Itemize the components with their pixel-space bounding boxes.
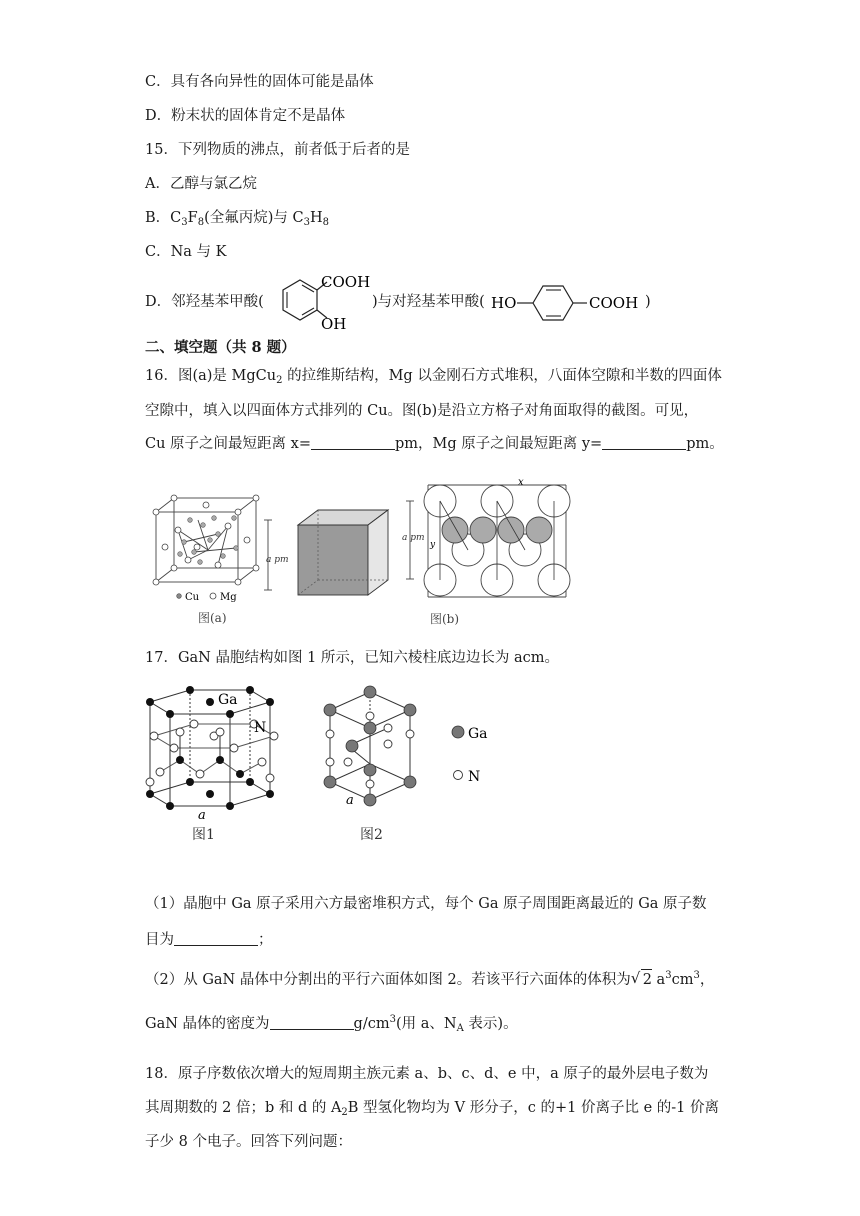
q15-option-d-end: ) [645,294,651,310]
text: 的拉维斯结构，Mg 以金刚石方式堆积，八面体空隙和半数的四面体 [282,368,722,384]
x-label: x [518,477,524,488]
q17-part1-line1: （1）晶胞中 Ga 原子采用六方最密堆积方式，每个 Ga 原子周围距离最近的 Ga 原子数 [145,896,707,912]
text: （2）从 GaN 晶体中分割出的平行六面体如图 2。若该平行六面体的体积为 [145,972,631,988]
q15-option-a: A．乙醇与氯乙烷 [145,176,257,192]
text: 目为 [145,932,174,948]
text: cm [671,972,694,988]
sup: 3 [665,970,672,981]
text: F [187,210,198,226]
q18-line1: 18．原子序数依次增大的短周期主族元素 a、b、c、d、e 中，a 原子的最外层电子数为 [145,1066,709,1082]
a-label: a [198,808,206,823]
q15-option-d-pre: D．邻羟基苯甲酸( [145,294,264,310]
figure-2-parallelepiped [318,682,508,842]
p-hydroxybenzoic-acid-structure [491,282,651,322]
ga-label: Ga [218,692,238,708]
text: ； [258,932,273,948]
fig1-caption: 图1 [192,827,215,842]
text: pm。 [686,436,724,452]
text: g/cm [353,1016,390,1032]
q18-line3: 子少 8 个电子。回答下列问题： [145,1134,352,1150]
sup: 3 [693,970,700,981]
fig-a-caption: 图(a) [198,611,227,625]
legend-cu-label: Cu [185,592,200,603]
legend-n: N [468,769,481,785]
sub: 2 [276,375,283,386]
q17-part2-line2 [145,1010,518,1039]
figure-a [148,490,403,630]
sqrt-expression [630,969,652,990]
q16-line2: 空隙中，填入以四面体方式排列的 Cu。图(b)是沿立方格子对角面取得的截图。可见， [145,403,699,419]
answer-blank-ga-count[interactable] [174,931,258,946]
figure-b [400,475,580,630]
n-label: N [254,720,267,736]
text: ， [699,972,715,988]
salicylic-acid-structure [265,268,375,332]
cooh-label: COOH [589,294,639,312]
text: B 型氢化物均为 V 形分子，c 的+1 价离子比 e 的-1 价离 [347,1100,719,1116]
text: pm，Mg 原子之间最短距离 y= [394,436,603,452]
apm-label-b: a pm [402,533,425,543]
a-label: a [346,793,354,808]
sup: 3 [389,1014,396,1025]
text: GaN 晶体的密度为 [145,1016,270,1032]
text: (全氟丙烷)与 C [204,210,304,226]
q18-line2 [145,1098,719,1123]
text: a [651,972,666,988]
cooh-label: COOH [321,273,371,291]
answer-blank-x[interactable] [311,435,395,450]
legend-ga: Ga [468,726,488,742]
text: H [309,210,323,226]
text: 其周期数的 2 倍；b 和 d 的 A [145,1100,342,1116]
apm-label-a: a pm [266,555,289,565]
sub: 8 [197,217,205,228]
sub: 8 [322,217,329,228]
oh-label: OH [321,315,347,332]
fig2-caption: 图2 [360,827,383,842]
sub: 3 [181,217,188,228]
answer-blank-density[interactable] [270,1015,354,1030]
y-label: y [430,540,436,550]
section-heading: 二、填空题（共 8 题） [145,339,296,356]
q17-stem: 17．GaN 晶胞结构如图 1 所示，已知六棱柱底边边长为 acm。 [145,650,560,666]
text: B．C [145,210,182,226]
q17-part2-line1 [145,966,714,990]
q15-stem: 15．下列物质的沸点，前者低于后者的是 [145,142,410,158]
q15-option-b [145,208,329,233]
q14-option-c: C．具有各向异性的固体可能是晶体 [145,74,374,90]
q15-option-d-mid: )与对羟基苯甲酸( [372,294,485,310]
fig-b-caption: 图(b) [430,612,460,626]
text: (用 a、N [395,1016,457,1032]
text: 表示)。 [463,1016,518,1032]
q16-line1 [145,366,722,391]
sqrt-icon: √ [630,969,641,987]
q14-option-d: D．粉末状的固体肯定不是晶体 [145,108,346,124]
sub: 3 [303,217,310,228]
ho-label: HO [491,294,517,312]
text: 2 [642,972,652,988]
text: 16．图(a)是 MgCu [145,368,277,384]
q16-line3 [145,434,724,454]
figure-1-gan-cell [140,682,290,842]
legend-mg-label: Mg [220,592,237,603]
sub: A [456,1023,464,1034]
q17-part1-line2 [145,930,273,950]
text: Cu 原子之间最短距离 x= [145,436,311,452]
q15-option-c: C．Na 与 K [145,244,227,260]
answer-blank-y[interactable] [602,435,686,450]
sub: 2 [341,1107,348,1118]
